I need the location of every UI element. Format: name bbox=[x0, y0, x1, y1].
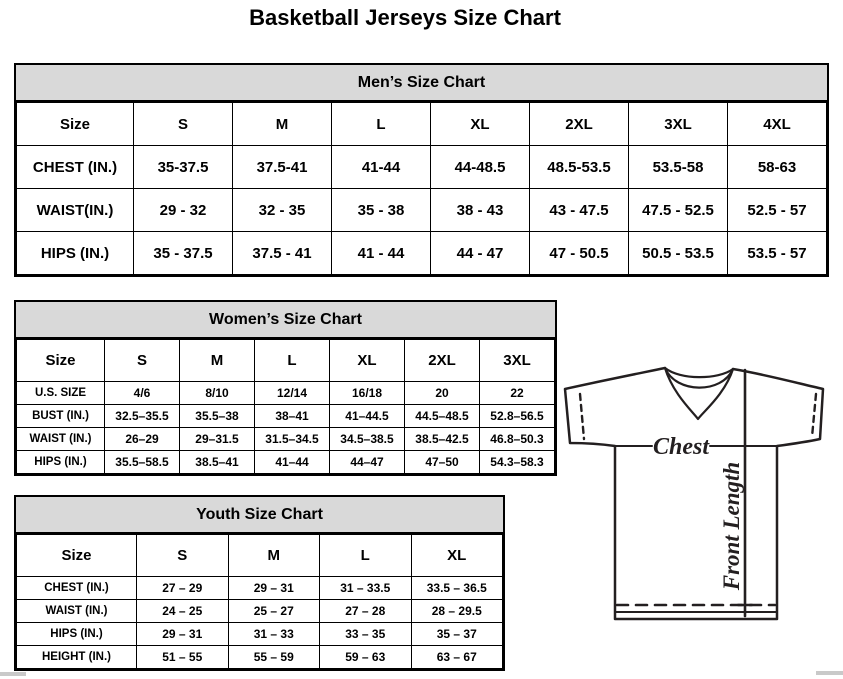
size-value-cell: 27 – 28 bbox=[320, 600, 412, 623]
table-row bbox=[17, 577, 503, 600]
size-value-cell: 44.5–48.5 bbox=[405, 405, 480, 428]
row-label: CHEST (IN.) bbox=[17, 146, 134, 189]
column-header: L bbox=[255, 340, 330, 382]
table-row bbox=[17, 232, 827, 275]
left-sleeve-dashed-seam bbox=[580, 394, 584, 439]
row-label: WAIST (IN.) bbox=[17, 600, 137, 623]
size-value-cell: 29 – 31 bbox=[228, 577, 320, 600]
table-row bbox=[17, 146, 827, 189]
mens-chart-title: Men’s Size Chart bbox=[16, 65, 827, 102]
front-length-label: Front Length bbox=[719, 461, 744, 591]
column-header: 3XL bbox=[480, 340, 555, 382]
size-value-cell: 38.5–42.5 bbox=[405, 428, 480, 451]
row-label: HIPS (IN.) bbox=[17, 451, 105, 474]
size-value-cell: 33.5 – 36.5 bbox=[411, 577, 503, 600]
size-value-cell: 48.5-53.5 bbox=[530, 146, 629, 189]
column-header: M bbox=[180, 340, 255, 382]
size-value-cell: 47 - 50.5 bbox=[530, 232, 629, 275]
size-value-cell: 29–31.5 bbox=[180, 428, 255, 451]
table-header-row bbox=[17, 535, 503, 577]
column-header: XL bbox=[330, 340, 405, 382]
size-value-cell: 47.5 - 52.5 bbox=[629, 189, 728, 232]
table-header-row bbox=[17, 340, 555, 382]
size-value-cell: 54.3–58.3 bbox=[480, 451, 555, 474]
jersey-outline bbox=[565, 368, 823, 619]
column-header: Size bbox=[17, 535, 137, 577]
youth-size-chart bbox=[14, 495, 505, 671]
size-value-cell: 53.5 - 57 bbox=[728, 232, 827, 275]
right-sleeve-dashed-seam bbox=[812, 394, 816, 437]
column-header: L bbox=[332, 103, 431, 146]
size-value-cell: 41-44 bbox=[332, 146, 431, 189]
size-value-cell: 38–41 bbox=[255, 405, 330, 428]
table-row bbox=[17, 428, 555, 451]
youth-chart-title: Youth Size Chart bbox=[16, 497, 503, 534]
size-value-cell: 46.8–50.3 bbox=[480, 428, 555, 451]
size-value-cell: 38 - 43 bbox=[431, 189, 530, 232]
size-value-cell: 35-37.5 bbox=[134, 146, 233, 189]
size-value-cell: 4/6 bbox=[105, 382, 180, 405]
column-header: 3XL bbox=[629, 103, 728, 146]
size-value-cell: 35 - 38 bbox=[332, 189, 431, 232]
size-value-cell: 44-48.5 bbox=[431, 146, 530, 189]
size-value-cell: 63 – 67 bbox=[411, 646, 503, 669]
size-value-cell: 37.5-41 bbox=[233, 146, 332, 189]
table-row bbox=[17, 646, 503, 669]
size-value-cell: 33 – 35 bbox=[320, 623, 412, 646]
size-value-cell: 25 – 27 bbox=[228, 600, 320, 623]
column-header: 2XL bbox=[530, 103, 629, 146]
table-row bbox=[17, 189, 827, 232]
row-label: WAIST (IN.) bbox=[17, 428, 105, 451]
row-label: HEIGHT (IN.) bbox=[17, 646, 137, 669]
page-title: Basketball Jerseys Size Chart bbox=[249, 5, 561, 30]
size-value-cell: 29 - 32 bbox=[134, 189, 233, 232]
size-value-cell: 32.5–35.5 bbox=[105, 405, 180, 428]
size-value-cell: 53.5-58 bbox=[629, 146, 728, 189]
row-label: U.S. SIZE bbox=[17, 382, 105, 405]
womens-size-table bbox=[16, 339, 555, 474]
table-header-row bbox=[17, 103, 827, 146]
row-label: CHEST (IN.) bbox=[17, 577, 137, 600]
row-label: HIPS (IN.) bbox=[17, 232, 134, 275]
column-header: L bbox=[320, 535, 412, 577]
row-label: WAIST(IN.) bbox=[17, 189, 134, 232]
column-header: Size bbox=[17, 103, 134, 146]
size-value-cell: 26–29 bbox=[105, 428, 180, 451]
column-header: XL bbox=[411, 535, 503, 577]
womens-chart-title: Women’s Size Chart bbox=[16, 302, 555, 339]
table-row bbox=[17, 623, 503, 646]
table-row bbox=[17, 600, 503, 623]
size-value-cell: 52.8–56.5 bbox=[480, 405, 555, 428]
size-value-cell: 31.5–34.5 bbox=[255, 428, 330, 451]
size-value-cell: 35.5–58.5 bbox=[105, 451, 180, 474]
size-value-cell: 58-63 bbox=[728, 146, 827, 189]
row-label: HIPS (IN.) bbox=[17, 623, 137, 646]
collar-back-arc bbox=[665, 368, 733, 377]
column-header: 4XL bbox=[728, 103, 827, 146]
size-value-cell: 29 – 31 bbox=[137, 623, 229, 646]
size-value-cell: 51 – 55 bbox=[137, 646, 229, 669]
size-value-cell: 35 – 37 bbox=[411, 623, 503, 646]
womens-size-chart bbox=[14, 300, 557, 476]
mens-size-table bbox=[16, 102, 827, 275]
column-header: M bbox=[228, 535, 320, 577]
table-row bbox=[17, 382, 555, 405]
size-value-cell: 32 - 35 bbox=[233, 189, 332, 232]
column-header: Size bbox=[17, 340, 105, 382]
youth-size-table bbox=[16, 534, 503, 669]
horizontal-scrollbar-fragment-left[interactable] bbox=[0, 672, 26, 676]
size-value-cell: 41–44 bbox=[255, 451, 330, 474]
size-value-cell: 38.5–41 bbox=[180, 451, 255, 474]
row-label: BUST (IN.) bbox=[17, 405, 105, 428]
size-value-cell: 41–44.5 bbox=[330, 405, 405, 428]
size-value-cell: 16/18 bbox=[330, 382, 405, 405]
size-value-cell: 35.5–38 bbox=[180, 405, 255, 428]
size-value-cell: 52.5 - 57 bbox=[728, 189, 827, 232]
size-value-cell: 50.5 - 53.5 bbox=[629, 232, 728, 275]
mens-size-chart bbox=[14, 63, 829, 277]
size-value-cell: 20 bbox=[405, 382, 480, 405]
size-value-cell: 37.5 - 41 bbox=[233, 232, 332, 275]
chest-label: Chest bbox=[652, 434, 710, 460]
size-value-cell: 35 - 37.5 bbox=[134, 232, 233, 275]
size-value-cell: 34.5–38.5 bbox=[330, 428, 405, 451]
horizontal-scrollbar-fragment-right[interactable] bbox=[816, 671, 843, 675]
size-value-cell: 22 bbox=[480, 382, 555, 405]
column-header: 2XL bbox=[405, 340, 480, 382]
size-value-cell: 41 - 44 bbox=[332, 232, 431, 275]
collar-v-neck bbox=[665, 368, 733, 419]
size-value-cell: 27 – 29 bbox=[137, 577, 229, 600]
table-row bbox=[17, 405, 555, 428]
column-header: S bbox=[134, 103, 233, 146]
size-value-cell: 12/14 bbox=[255, 382, 330, 405]
table-row bbox=[17, 451, 555, 474]
size-value-cell: 47–50 bbox=[405, 451, 480, 474]
size-value-cell: 28 – 29.5 bbox=[411, 600, 503, 623]
jersey-measurement-diagram bbox=[556, 358, 840, 626]
size-value-cell: 24 – 25 bbox=[137, 600, 229, 623]
column-header: S bbox=[137, 535, 229, 577]
size-value-cell: 43 - 47.5 bbox=[530, 189, 629, 232]
size-value-cell: 31 – 33.5 bbox=[320, 577, 412, 600]
size-value-cell: 59 – 63 bbox=[320, 646, 412, 669]
column-header: XL bbox=[431, 103, 530, 146]
size-value-cell: 31 – 33 bbox=[228, 623, 320, 646]
size-value-cell: 8/10 bbox=[180, 382, 255, 405]
column-header: M bbox=[233, 103, 332, 146]
size-value-cell: 44 - 47 bbox=[431, 232, 530, 275]
size-value-cell: 55 – 59 bbox=[228, 646, 320, 669]
column-header: S bbox=[105, 340, 180, 382]
size-value-cell: 44–47 bbox=[330, 451, 405, 474]
